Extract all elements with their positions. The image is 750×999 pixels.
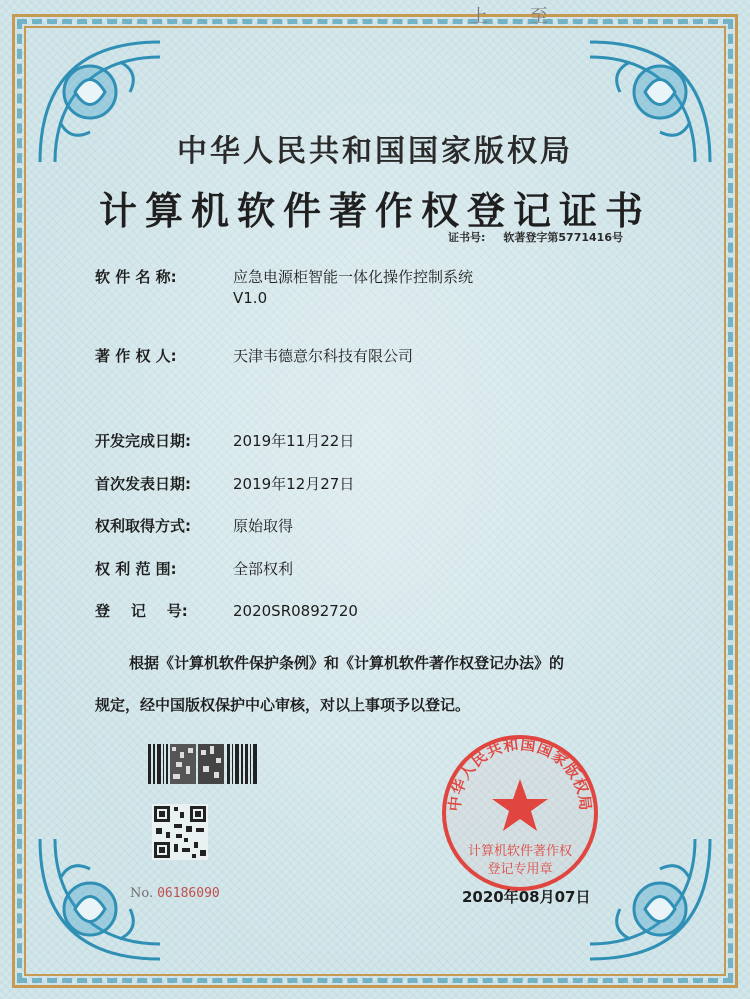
svg-text:中华人民共和国国家版权局: 中华人民共和国国家版权局 <box>445 735 595 813</box>
paragraph-line-2: 规定，经中国版权保护中心审核，对以上事项予以登记。 <box>95 696 471 714</box>
registration-number-label: 登 记 号: <box>95 602 188 620</box>
handwritten-note: 上 至 <box>470 6 566 27</box>
software-name-field <box>95 266 473 307</box>
dev-date-field <box>95 430 354 451</box>
software-name-label: 软 件 名 称: <box>95 268 177 286</box>
acquire-method-field <box>95 515 293 536</box>
certificate-number <box>448 229 623 245</box>
legal-basis-paragraph <box>95 642 675 726</box>
barcode <box>148 744 258 784</box>
registration-number-value: 2020SR0892720 <box>233 602 358 620</box>
certificate-number-value: 软著登字第5771416号 <box>503 231 623 244</box>
serial-number-value: 06186090 <box>157 886 220 901</box>
certificate-title: 计算机软件著作权登记证书 <box>98 188 651 233</box>
rights-scope-field <box>95 558 293 579</box>
acquire-method-value: 原始取得 <box>233 517 294 535</box>
owner-label: 著 作 权 人: <box>95 347 177 365</box>
svg-text:登记专用章: 登记专用章 <box>487 862 553 877</box>
issue-date: 2020年08月07日 <box>462 888 591 906</box>
serial-number <box>130 886 220 901</box>
software-version-value: V1.0 <box>233 289 268 307</box>
issuing-authority-title: 中华人民共和国国家版权局 <box>177 134 573 169</box>
certificate-number-label: 证书号: <box>448 231 486 244</box>
dev-date-value: 2019年11月22日 <box>233 432 355 450</box>
dev-date-label: 开发完成日期: <box>95 432 191 450</box>
qr-code <box>152 804 208 860</box>
rights-scope-label: 权 利 范 围: <box>95 560 177 578</box>
owner-field <box>95 345 413 366</box>
pub-date-value: 2019年12月27日 <box>233 475 355 493</box>
acquire-method-label: 权利取得方式: <box>95 517 191 535</box>
registration-number-field <box>95 600 358 621</box>
pub-date-label: 首次发表日期: <box>95 475 191 493</box>
pub-date-field <box>95 473 354 494</box>
official-seal <box>440 733 600 893</box>
paragraph-line-1: 根据《计算机软件保护条例》和《计算机软件著作权登记办法》的 <box>129 654 565 672</box>
svg-text:计算机软件著作权: 计算机软件著作权 <box>467 844 573 859</box>
owner-value: 天津韦德意尔科技有限公司 <box>233 347 414 365</box>
software-name-value: 应急电源柜智能一体化操作控制系统 <box>233 268 474 286</box>
rights-scope-value: 全部权利 <box>233 560 294 578</box>
serial-prefix: No. <box>130 886 154 901</box>
